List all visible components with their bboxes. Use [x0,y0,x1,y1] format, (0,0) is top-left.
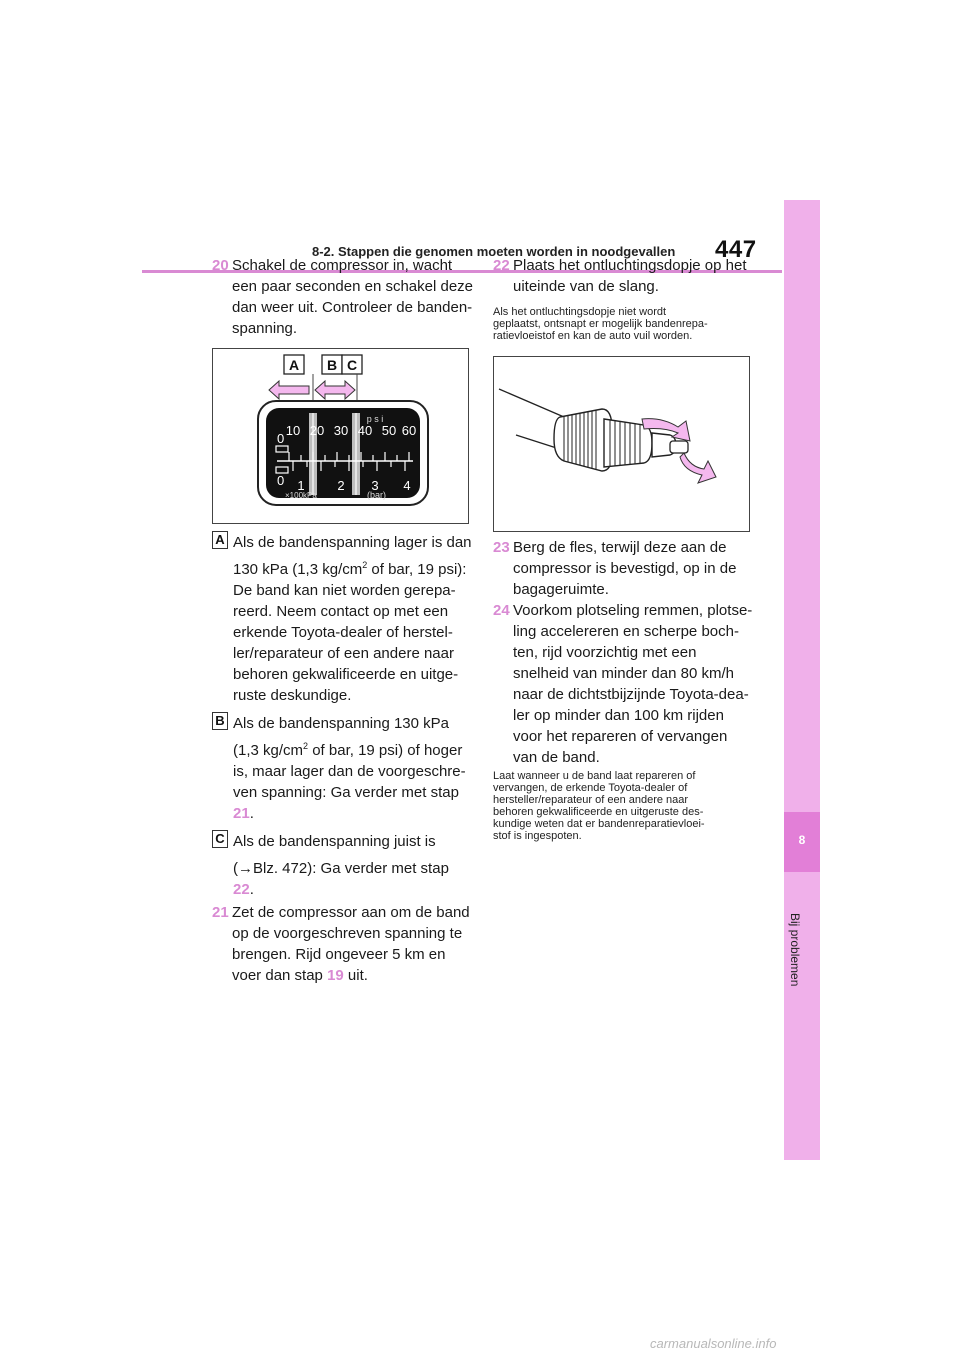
step-22 [493,255,763,299]
step-text: een paar seconden en schakel deze [232,278,474,295]
condition-text: Als de bandenspanning lager is dan [233,534,472,551]
step-text: brengen. Rijd ongeveer 5 km en [232,946,446,963]
step-text: naar de dichtstbijzijnde Toyota-dea- [513,686,749,703]
step-reference: 22 [233,881,250,898]
bar-tick-label: 1 [297,478,305,493]
step-24 [493,600,763,770]
note-text: hersteller/reparateur of een andere naar [493,794,689,806]
condition-text: is, maar lager dan de voorgeschre- [233,763,466,780]
note-text: kundige weten dat er bandenreparatievloei- [493,818,705,830]
psi-tick-label: 60 [401,423,417,438]
step-reference: 21 [233,805,250,822]
step-text: uit. [343,967,368,984]
step-text: Voorkom plotseling remmen, plotse- [513,602,753,619]
callout-b: B [326,357,338,373]
step-number: 22 [493,257,510,274]
psi-tick-label: 0 [277,431,285,446]
step-20 [212,255,472,345]
step-text: Schakel de compressor in, wacht [232,257,453,274]
chapter-label: Bij problemen [788,913,802,987]
step-text: Berg de fles, terwijl deze aan de [513,539,727,556]
psi-tick-label: 20 [309,423,325,438]
condition-text: Als de bandenspanning 130 kPa [233,715,450,732]
condition-text-line [233,740,466,761]
step-text: Zet de compressor aan om de band [232,904,470,921]
bar-tick-label: 3 [371,478,379,493]
step-text: spanning. [232,320,298,337]
note-text: geplaatst, ontsnapt er mogelijk bandenrepa- [493,318,708,330]
note-text: ratievloeistof en kan de auto vuil worden. [493,330,693,342]
condition-text: of bar, 19 psi): [367,561,467,578]
condition-b-marker: B [212,712,228,730]
step-text: van de band. [513,749,600,766]
note-cap-warning [493,306,708,342]
step-text: ling accelereren en scherpe boch- [513,623,739,640]
step-23 [493,537,763,603]
step-reference: 19 [327,967,344,984]
step-text: voor het repareren of vervangen [513,728,728,745]
condition-text-line [233,559,472,580]
condition-text: Als de bandenspanning juist is [233,833,436,850]
condition-text: ler/reparateur of een andere naar [233,645,454,662]
step-text: dan weer uit. Controleer de banden- [232,299,473,316]
step-text: ler op minder dan 100 km rijden [513,707,724,724]
superscript: 2 [362,560,368,570]
condition-text: erkende Toyota-dealer of herstel- [233,624,453,641]
condition-c-text [233,831,449,900]
condition-b-text [233,713,466,824]
callout-c: C [346,357,358,373]
note-text: behoren gekwalificeerde en uitgeruste des- [493,806,704,818]
step-21 [212,902,472,992]
step-text: op de voorgeschreven spanning te [232,925,463,942]
step-text: uiteinde van de slang. [513,278,659,295]
condition-text: ruste deskundige. [233,687,352,704]
condition-a-text [233,532,472,706]
step-text: voer dan stap [232,967,328,984]
page-number: 447 [715,236,757,263]
pressure-gauge-illustration [213,349,468,523]
condition-text: of bar, 19 psi) of hoger [308,742,463,759]
chapter-number: 8 [798,833,806,847]
psi-tick-label: 30 [333,423,349,438]
step-text: compressor is bevestigd, op in de [513,560,737,577]
section-title: 8-2. Stappen die genomen moeten worden in noodgevallen [312,244,676,259]
pressure-gauge-figure [212,348,469,524]
psi-tick-label: 50 [381,423,397,438]
condition-text-line [233,803,466,824]
step-text: ten, rijd voorzichtig met een [513,644,697,661]
condition-a-marker: A [212,531,228,549]
condition-text-line [233,879,449,900]
step-text: Plaats het ontluchtingsdopje op het [513,257,747,274]
step-number: 23 [493,539,510,556]
kpa-unit-label: ×100kPa [285,491,317,500]
callout-a: A [288,357,300,373]
note-repair-info [493,770,705,842]
step-number: 24 [493,602,510,619]
superscript: 2 [303,741,309,751]
condition-text: 130 kPa (1,3 kg/cm [233,561,363,578]
vent-cap-illustration [494,357,749,531]
condition-text: (→Blz. 472): Ga verder met stap [233,860,449,877]
condition-text: . [249,805,254,822]
note-text: stof is ingespoten. [493,830,582,842]
psi-tick-label: 10 [285,423,301,438]
bar-unit-label: (bar) [367,490,387,500]
step-number: 20 [212,257,229,274]
note-text: vervangen, de erkende Toyota-dealer of [493,782,688,794]
step-text: bagageruimte. [513,581,609,598]
step-text-line [232,965,470,986]
chapter-tab [784,200,820,1160]
note-text: Laat wanneer u de band laat repareren of [493,770,696,782]
psi-unit-label: p s i [366,414,384,424]
psi-tick-label: 40 [357,423,373,438]
watermark: carmanualsonline.info [650,1336,777,1351]
step-number: 21 [212,904,229,921]
condition-text: behoren gekwalificeerde en uitge- [233,666,459,683]
condition-text: ven spanning: Ga verder met stap [233,784,459,801]
note-text: Als het ontluchtingsdopje niet wordt [493,306,667,318]
condition-text: . [249,881,254,898]
condition-text: De band kan niet worden gerepa- [233,582,456,599]
condition-c-marker: C [212,830,228,848]
condition-text: (1,3 kg/cm [233,742,304,759]
vent-cap-figure [493,356,750,532]
bar-tick-label: 2 [337,478,345,493]
bar-tick-label: 0 [277,473,285,488]
bar-tick-label: 4 [403,478,411,493]
step-text: snelheid van minder dan 80 km/h [513,665,734,682]
condition-text: reerd. Neem contact op met een [233,603,449,620]
